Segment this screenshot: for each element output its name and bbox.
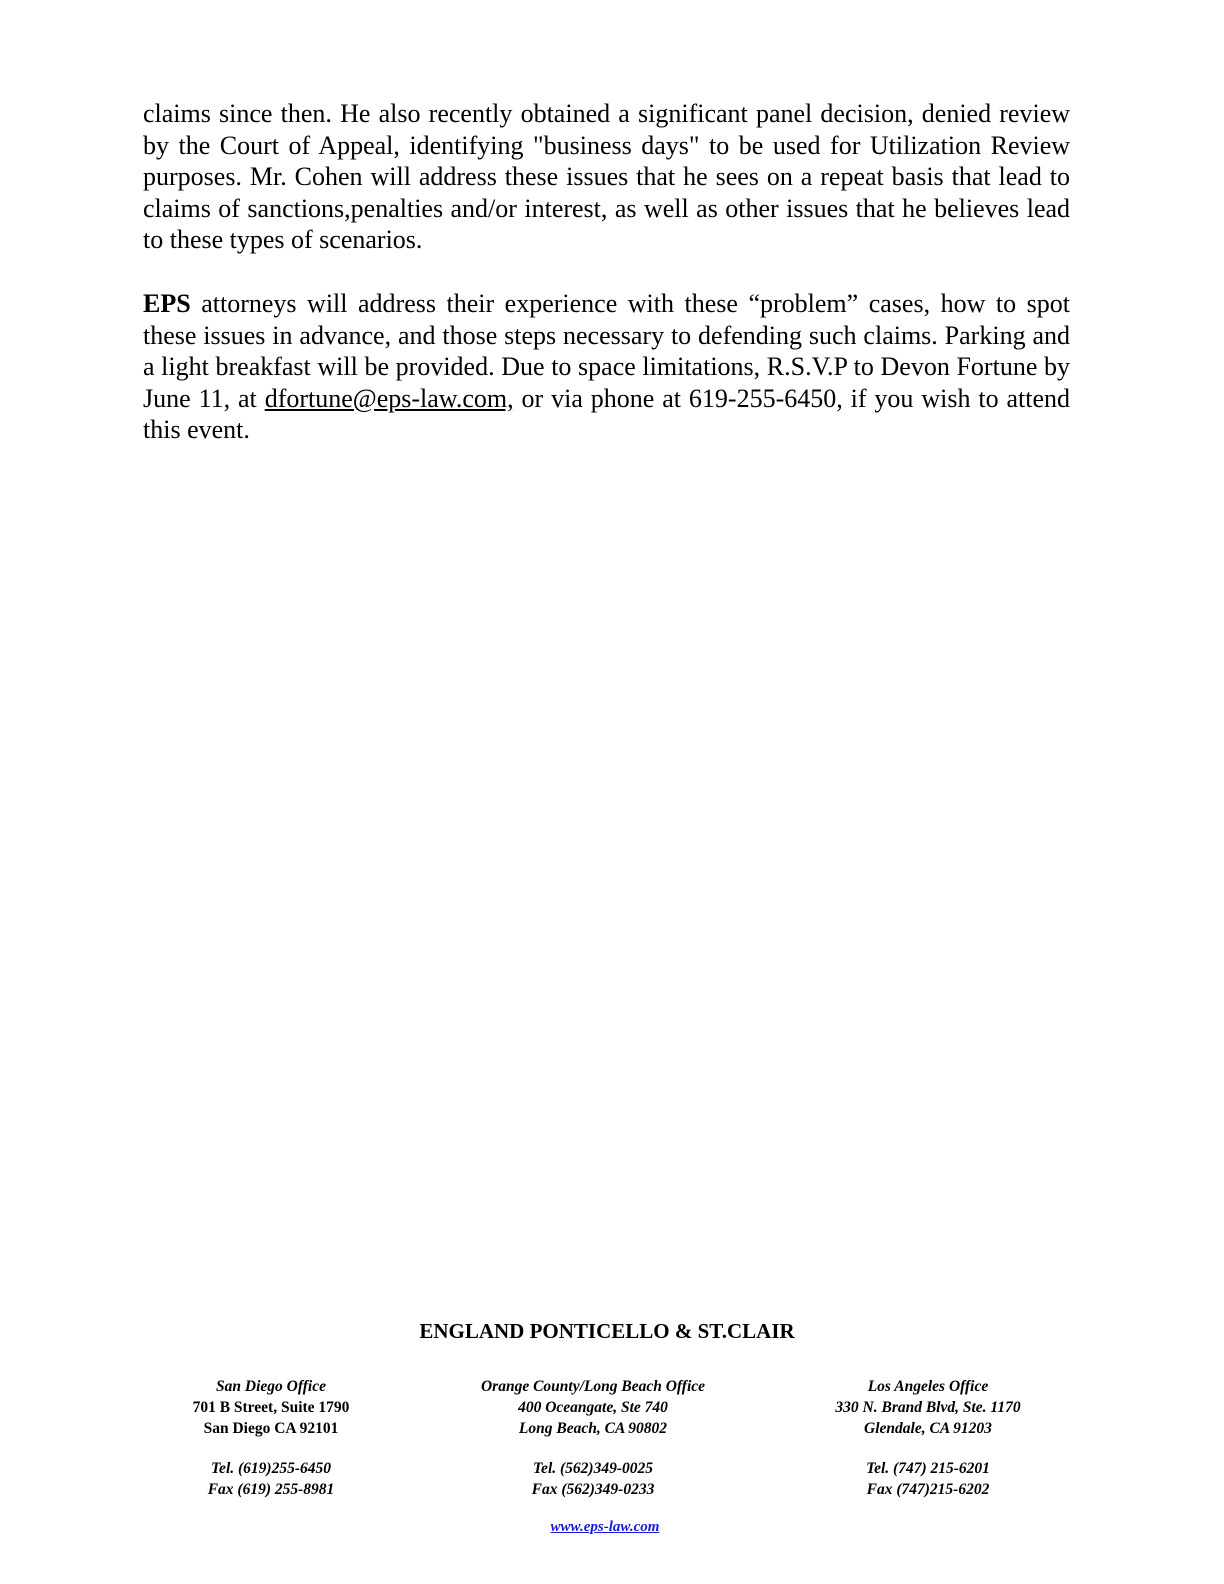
body-paragraph-1 bbox=[143, 98, 1070, 256]
eps-lead: EPS bbox=[143, 289, 191, 318]
office-address-line-1: 701 B Street, Suite 1790 bbox=[192, 1399, 350, 1416]
office-los-angeles bbox=[778, 1376, 1078, 1500]
paragraph-2-text-after-email: or via phone at 619-255-6450, if you wish to attend this event. bbox=[143, 383, 1070, 445]
office-orange-county-long-beach bbox=[443, 1376, 743, 1500]
footer-firm-name: ENGLAND PONTICELLO & ST.CLAIR bbox=[419, 1319, 795, 1343]
office-san-diego bbox=[121, 1376, 421, 1500]
office-fax: Fax (562)349-0233 bbox=[531, 1481, 655, 1498]
paragraph-2-text-before-email: attorneys will address their experience with these “problem” cases, how to spot these issues in advance, and those steps necessary to defending such claims. Parking and a light breakfast will be provided. Due to space limitations, R.S.V.P to Devon Fortune by June 11, at bbox=[143, 289, 1070, 413]
office-tel: Tel. (747) 215-6201 bbox=[866, 1460, 990, 1477]
office-name: Orange County/Long Beach Office bbox=[480, 1378, 706, 1395]
paragraph-1-line-2: denied review by the Court of Appeal, identifying "business days" to be used bbox=[143, 99, 1071, 160]
paragraph-1-line-4: sees on a repeat basis that lead to claims of sanctions,penalties and/or interest, as bbox=[143, 162, 1070, 223]
office-name: Los Angeles Office bbox=[867, 1378, 989, 1395]
footer-website bbox=[0, 1519, 1210, 1536]
office-address-line-1: 330 N. Brand Blvd, Ste. 1170 bbox=[835, 1399, 1021, 1416]
office-tel: Tel. (562)349-0025 bbox=[533, 1460, 653, 1477]
rsvp-email-link[interactable]: dfortune@eps-law.com, bbox=[264, 383, 514, 413]
paragraph-1-line-5: well as other issues that he believes lead to these types of scenarios. bbox=[143, 193, 1071, 255]
office-fax: Fax (619) 255-8981 bbox=[207, 1481, 335, 1498]
office-address-line-2: Glendale, CA 91203 bbox=[864, 1420, 992, 1437]
office-address-line-2: San Diego CA 92101 bbox=[203, 1420, 339, 1437]
website-link[interactable]: www.eps-law.com bbox=[550, 1519, 660, 1535]
office-address-line-1: 400 Oceangate, Ste 740 bbox=[518, 1399, 668, 1416]
body-paragraph-2 bbox=[143, 288, 1070, 446]
office-name: San Diego Office bbox=[216, 1378, 326, 1395]
office-address-line-2: Long Beach, CA 90802 bbox=[518, 1420, 668, 1437]
office-tel: Tel. (619)255-6450 bbox=[211, 1460, 331, 1477]
office-fax: Fax (747)215-6202 bbox=[866, 1481, 990, 1498]
paragraph-1-line-1: claims since then. He also recently obtained a significant panel decision, bbox=[143, 99, 914, 128]
paragraph-1-line-3: for Utilization Review purposes. Mr. Cohen will address these issues that he bbox=[143, 130, 1071, 192]
